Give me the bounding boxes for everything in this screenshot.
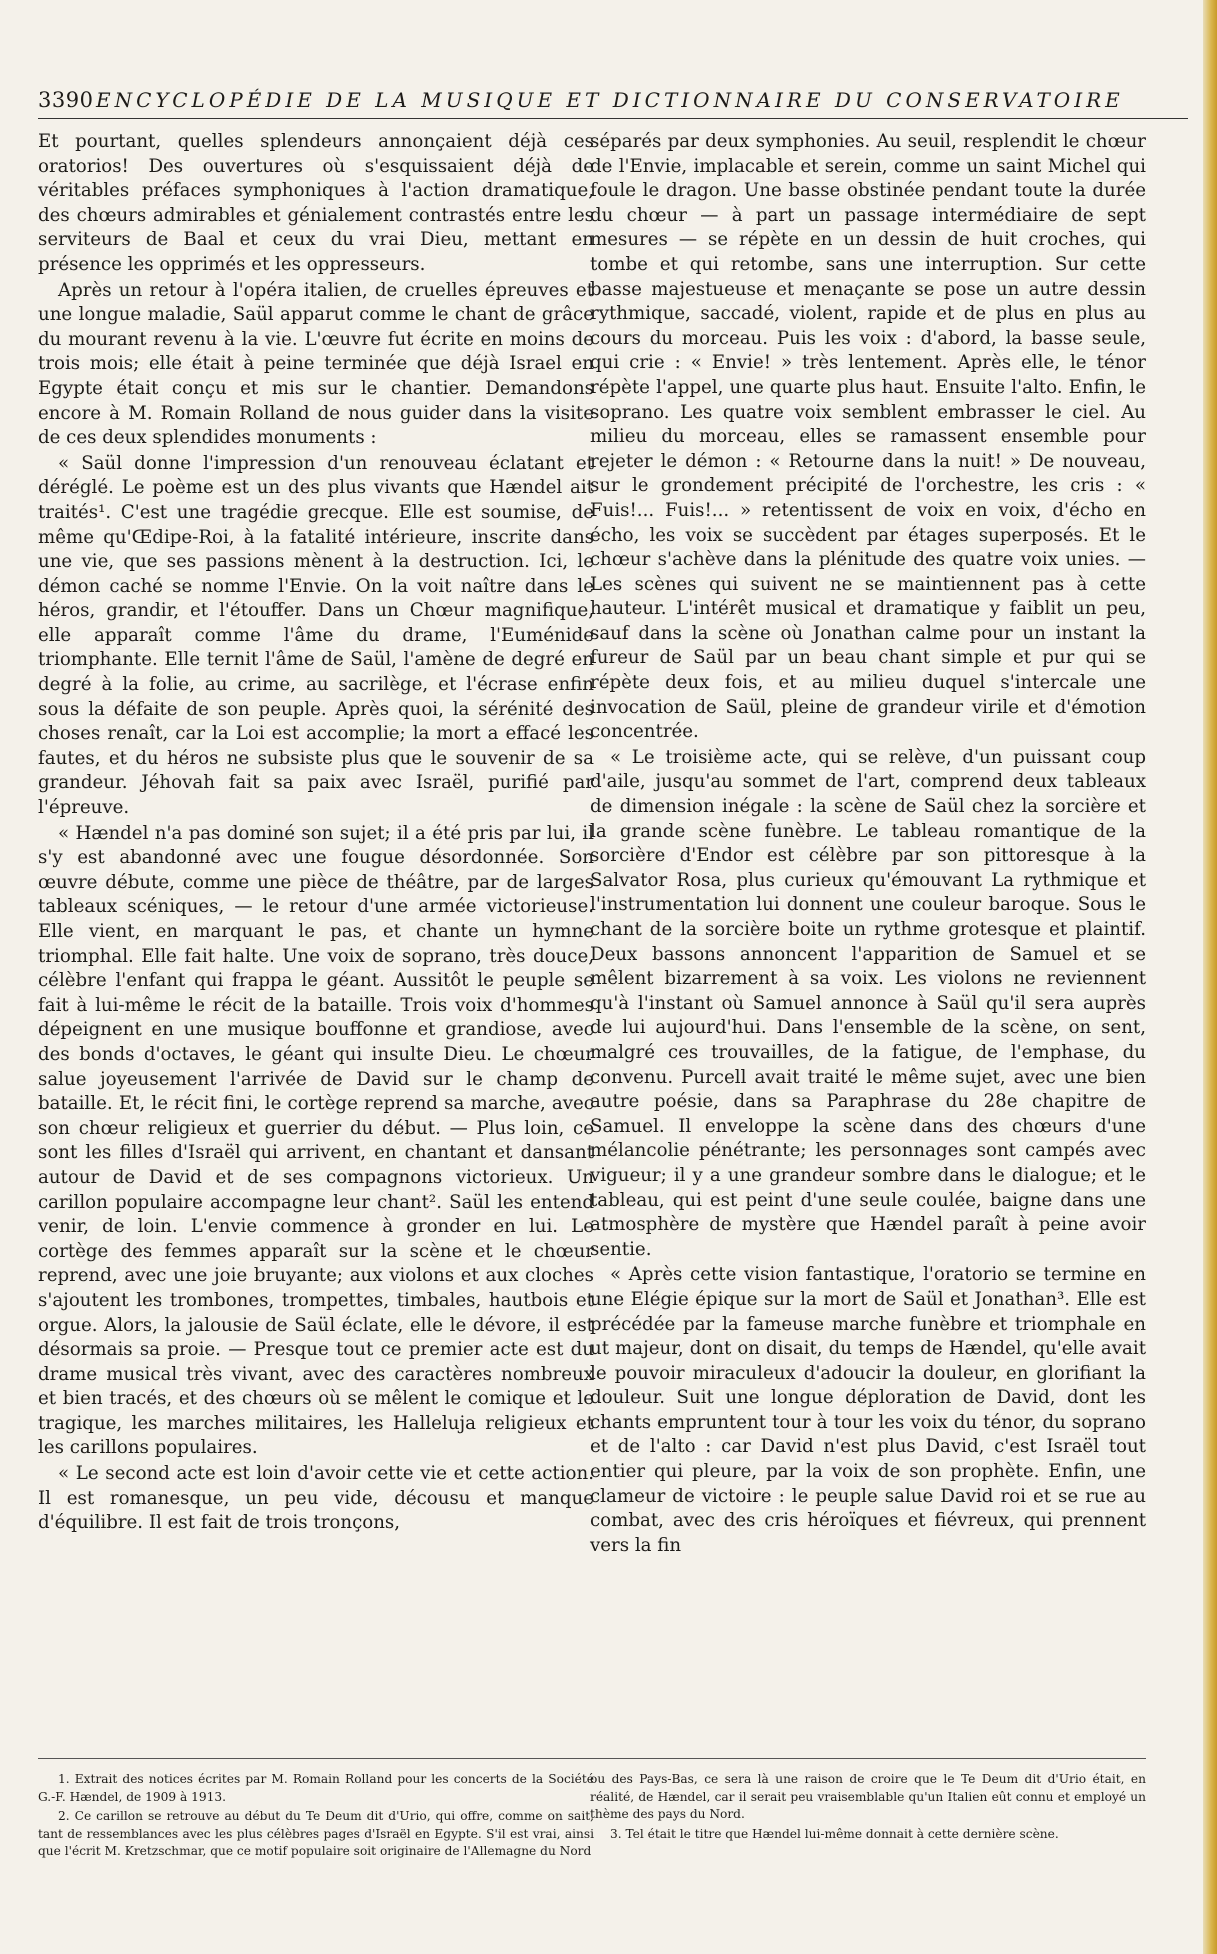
paragraph: séparés par deux symphonies. Au seuil, resplendit le chœur de l'Envie, implacable et serein, comme un saint Michel qui foule le dragon. Une basse obstinée pendant toute la durée du chœur — à part un passage intermédiaire de sept mesures — se répète en un dessin de huit croches, qui tombe et qui retombe, sans une interruption. Sur cette basse majestueuse et menaçante se pose un autre dessin rythmique, saccadé, violent, rapide et de plus en plus au cours du morceau. Puis les voix : d'abord, la basse seule, qui crie : « Envie! » très lentement. Après elle, le ténor répète l'appel, une quarte plus haut. Ensuite l'alto. Enfin, le soprano. Les quatre voix semblent embrasser le ciel. Au milieu du morceau, elles se ramassent ensemble pour rejeter le démon : « Retourne dans la nuit! » De nouveau, sur le grondement précipité de l'orchestre, les cris : « Fuis!... Fuis!... » retentissent de voix en voix, d'écho en écho, les voix se succèdent par étages superposés. Et le chœur s'achève dans la plénitude des quatre voix unies. — Les scènes qui suivent ne se maintiennent pas à cette hauteur. L'intérêt musical et dramatique y faiblit un peu, sauf dans la scène où Jonathan calme pour un instant la fureur de Saül par un beau chant simple et pur qui se répète deux fois, et au milieu duquel s'intercale une invocation de Saül, pleine de grandeur virile et d'émotion concentrée. bbox=[590, 131, 1146, 743]
footnotes-left bbox=[38, 1758, 594, 1863]
paragraph: « Hændel n'a pas dominé son sujet; il a été pris par lui, il s'y est abandonné avec une fougue désordonnée. Son œuvre débute, comme une pièce de théâtre, par de larges tableaux scéniques, — le retour d'une armée victorieuse. Elle vient, en marquant le pas, et chante un hymne triomphal. Elle fait halte. Une voix de soprano, très douce, célèbre l'enfant qui frappa le géant. Aussitôt le peuple se fait à lui-même le récit de la bataille. Trois voix d'hommes dépeignent en une musique bouffonne et grandiose, avec des bonds d'octaves, le géant qui insulte Dieu. Le chœur salue joyeusement l'arrivée de David sur le champ de bataille. Et, le récit fini, le cortège reprend sa marche, avec son chœur religieux et guerrier du début. — Plus loin, ce sont les filles d'Israël qui arrivent, en chantant et dansant autour de David et de ses compagnons victorieux. Un carillon populaire accompagne leur chant². Saül les entend venir, de loin. L'envie commence à gronder en lui. Le cortège des femmes apparaît sur la scène et le chœur reprend, avec une joie bruyante; aux violons et aux cloches s'ajoutent les trombones, trompettes, timbales, hautbois et orgue. Alors, la jalousie de Saül éclate, elle le dévore, il est désormais sa proie. — Presque tout ce premier acte est du drame musical très vivant, avec des caractères nombreux et bien tracés, et des chœurs où se mêlent le comique et le tragique, les marches militaires, les Halleluja religieux et les carillons populaires. bbox=[38, 822, 594, 1459]
paragraph: Et pourtant, quelles splendeurs annonçaient déjà ces oratorios! Des ouvertures où s'esquissaient déjà de véritables préfaces symphoniques à l'action dramatique, des chœurs admirables et génialement contrastés entre les serviteurs de Baal et ceux du vrai Dieu, mettant en présence les opprimés et les oppresseurs. bbox=[38, 131, 594, 275]
paragraph: Après un retour à l'opéra italien, de cruelles épreuves et une longue maladie, Saül apparut comme le chant de grâce du mourant revenu à la vie. L'œuvre fut écrite en moins de trois mois; elle était à peine terminée que déjà Israel en Egypte était conçu et mis sur le chantier. Demandons encore à M. Romain Rolland de nous guider dans la visite de ces deux splendides monuments : bbox=[38, 279, 594, 449]
left-column bbox=[38, 130, 594, 1537]
paragraph: ou des Pays-Bas, ce sera là une raison de croire que le Te Deum dit d'Urio était, en réalité, de Hændel, car il serait peu vraisemblable qu'un Italien eût connu et employé un thème des pays du Nord. bbox=[590, 1772, 1146, 1821]
paragraph: 1. Extrait des notices écrites par M. Romain Rolland pour les concerts de la Société G.-F. Hændel, de 1909 à 1913. bbox=[38, 1772, 594, 1804]
right-column bbox=[590, 130, 1146, 1559]
footnotes-right bbox=[590, 1758, 1146, 1845]
paragraph: 2. Ce carillon se retrouve au début du Te Deum dit d'Urio, qui offre, comme on sait, tant de ressemblances avec les plus célèbres pages d'Israël en Egypte. S'il est vrai, ainsi que l'écrit M. Kretzschmar, que ce motif populaire soit originaire de l'Allemagne du Nord bbox=[38, 1809, 594, 1858]
paragraph: « Après cette vision fantastique, l'oratorio se termine en une Elégie épique sur la mort de Saül et Jonathan³. Elle est précédée par la fameuse marche funèbre et triomphale en ut majeur, dont on disait, du temps de Hændel, qu'elle avait le pouvoir miraculeux d'adoucir la douleur, en glorifiant la douleur. Suit une longue déploration de David, dont les chants empruntent tour à tour les voix du ténor, du soprano et de l'alto : car David n'est plus David, c'est Israël tout entier qui pleure, par la voix de son prophète. Enfin, une clameur de victoire : le peuple salue David roi et se rue au combat, avec des cris héroïques et fiévreux, qui prennent vers la fin bbox=[590, 1264, 1146, 1556]
paragraph: « Le troisième acte, qui se relève, d'un puissant coup d'aile, jusqu'au sommet de l'art, comprend deux tableaux de dimension inégale : la scène de Saül chez la sorcière et la grande scène funèbre. Le tableau romantique de la sorcière d'Endor est célèbre par son pittoresque à la Salvator Rosa, plus curieux qu'émouvant La rythmique et l'instrumentation lui donnent une couleur baroque. Sous le chant de la sorcière boite un rythme grotesque et plaintif. Deux bassons annoncent l'apparition de Samuel et se mêlent bizarrement à sa voix. Les violons ne reviennent qu'à l'instant où Samuel annonce à Saül qu'il sera auprès de lui aujourd'hui. Dans l'ensemble de la scène, on sent, malgré ces trouvailles, de la fatigue, de l'emphase, du convenu. Purcell avait traité le même sujet, avec une bien autre poésie, dans sa Paraphrase du 28e chapitre de Samuel. Il enveloppe la scène dans des chœurs d'une mélancolie pénétrante; les personnages sont campés avec vigueur; il y a une grandeur sombre dans le dialogue; et le tableau, qui est peint d'une seule coulée, baigne dans une atmosphère de mystère que Hændel paraît à peine avoir sentie. bbox=[590, 746, 1146, 1260]
paragraph: 3. Tel était le titre que Hændel lui-même donnait à cette dernière scène. bbox=[610, 1826, 1059, 1841]
paragraph: « Saül donne l'impression d'un renouveau éclatant et déréglé. Le poème est un des plus vivants que Hændel ait traités¹. C'est une tragédie grecque. Elle est soumise, de même qu'Œdipe-Roi, à la fatalité intérieure, inscrite dans une vie, que ses passions mènent à la destruction. Ici, le démon caché se nomme l'Envie. On la voit naître dans le héros, grandir, et l'étouffer. Dans un Chœur magnifique, elle apparaît comme l'âme du drame, l'Euménide triomphante. Elle ternit l'âme de Saül, l'amène de degré en degré à la folie, au crime, au sacrilège, et l'écrase enfin sous la défaite de son peuple. Après quoi, la sérénité des choses renaît, car la Loi est accomplie; la mort a effacé les fautes, et du héros ne subsiste plus que le souvenir de sa grandeur. Jéhovah fait sa paix avec Israël, purifié par l'épreuve. bbox=[38, 452, 594, 819]
paragraph: « Le second acte est loin d'avoir cette vie et cette action. Il est romanesque, un peu vide, décousu et manque d'équilibre. Il est fait de trois tronçons, bbox=[38, 1463, 594, 1534]
running-title: ENCYCLOPÉDIE DE LA MUSIQUE ET DICTIONNAIRE DU CONSERVATOIRE bbox=[96, 88, 1124, 112]
page-number: 3390 bbox=[38, 88, 94, 112]
page-edge bbox=[1203, 0, 1217, 1954]
running-header bbox=[38, 88, 1188, 119]
